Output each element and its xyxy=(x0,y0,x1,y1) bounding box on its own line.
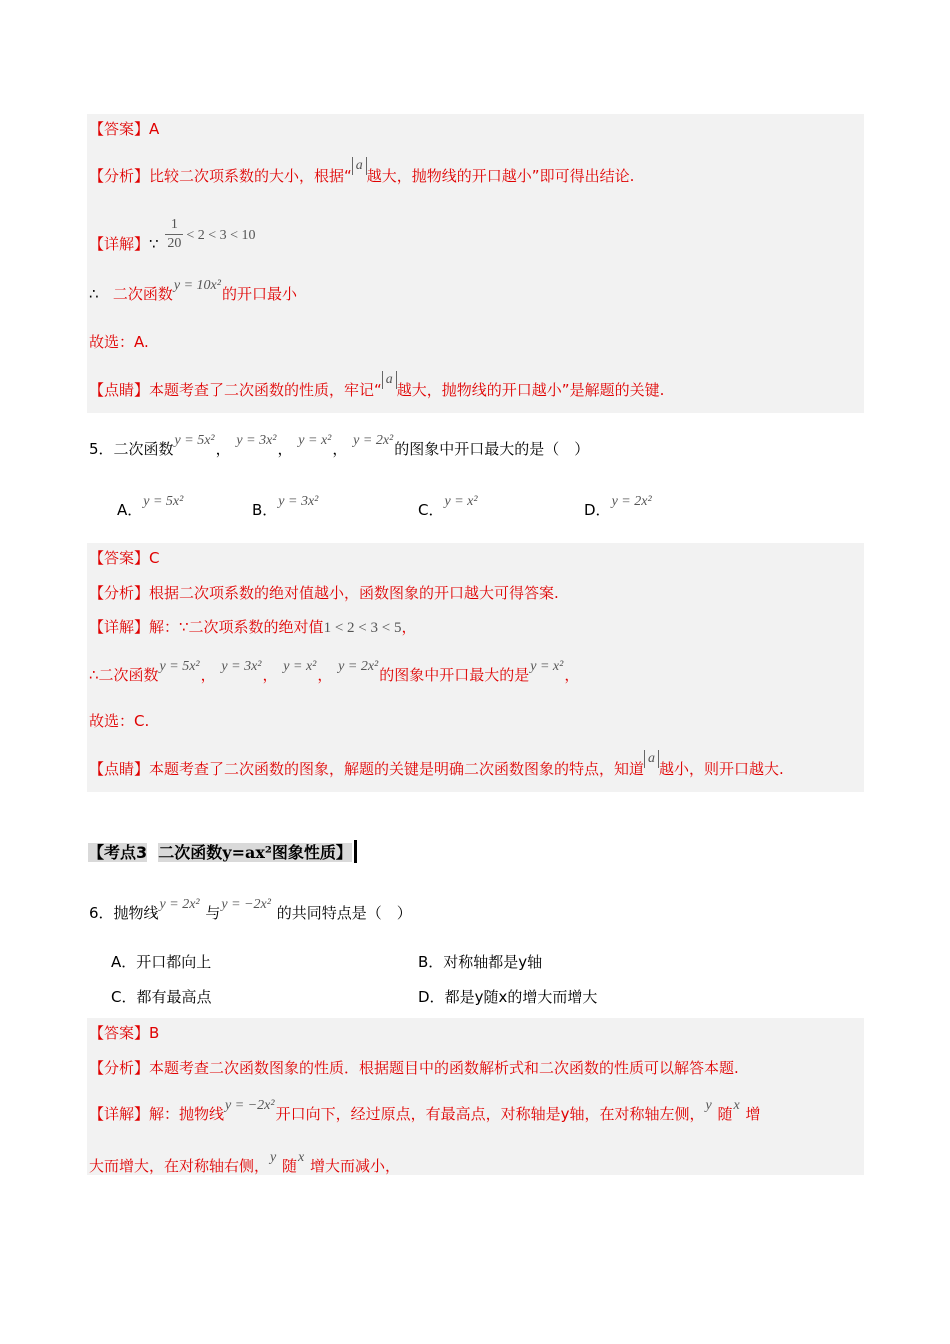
q4-analysis-line: 【分析】比较二次项系数的大小，根据“a越大，抛物线的开口越小”即可得出结论. xyxy=(89,158,635,185)
q5-analysis-line: 【分析】根据二次项系数的绝对值越小，函数图象的开口越大可得答案. xyxy=(89,584,559,602)
q5-therefore-line: ∴二次函数y = 5x²， y = 3x²， y = x²， y = 2x²的图象中开口最大的是y = x²， xyxy=(89,659,580,684)
q6-option-b[interactable]: B．对称轴都是y轴 xyxy=(418,953,543,971)
q5-option-b[interactable]: B．y = 3x² xyxy=(252,494,319,519)
q4-comment-line: 【点睛】本题考查了二次函数的性质，牢记“a越大，抛物线的开口越小”是解题的关键. xyxy=(89,372,665,399)
q6-detail-line-2: 大而增大，在对称轴右侧，y 随x 增大而减小， xyxy=(89,1150,401,1175)
q5-choose-line: 故选：C. xyxy=(89,712,150,730)
abs-a-symbol: a xyxy=(644,750,659,768)
q5-option-c[interactable]: C．y = x² xyxy=(418,494,478,519)
q5-option-a[interactable]: A．y = 5x² xyxy=(117,494,184,519)
q4-conclusion-line: ∴ 二次函数y = 10x²的开口最小 xyxy=(89,278,297,303)
q6-answer-line: 【答案】B xyxy=(89,1024,160,1042)
section-heading: 【考点3 二次函数y=ax²图象性质】 xyxy=(88,840,357,863)
q6-option-c[interactable]: C．都有最高点 xyxy=(111,988,212,1006)
q5-comment-line: 【点睛】本题考查了二次函数的图象，解题的关键是明确二次函数图象的特点，知道a越小，则开口越大. xyxy=(89,751,784,778)
q6-solution-box xyxy=(87,1018,864,1175)
q4-detail-line: 【详解】∵ $\frac{1}{20}$ < 2 < 3 < 10 xyxy=(89,217,256,253)
q4-answer-line: 【答案】A xyxy=(89,120,160,138)
q6-stem: 6．抛物线y = 2x² 与y = −2x² 的共同特点是（ ） xyxy=(89,897,412,922)
q5-answer-line: 【答案】C xyxy=(89,549,160,567)
q5-option-d[interactable]: D．y = 2x² xyxy=(584,494,652,519)
q5-detail-line: 【详解】解：∵二次项系数的绝对值1 < 2 < 3 < 5， xyxy=(89,618,417,636)
abs-a-symbol: a xyxy=(352,157,367,175)
q5-stem: 5．二次函数y = 5x²， y = 3x²， y = x²， y = 2x²的图象中开口最大的是（ ） xyxy=(89,433,590,458)
q6-detail-line: 【详解】解：抛物线y = −2x²开口向下，经过原点，有最高点，对称轴是y轴，在对称轴左侧，y 随x 增 xyxy=(89,1098,761,1123)
fraction-1-20: $\frac{1}{20}$ xyxy=(167,217,182,251)
q6-option-a[interactable]: A．开口都向上 xyxy=(111,953,212,971)
q6-analysis-line: 【分析】本题考查二次函数图象的性质．根据题目中的函数解析式和二次函数的性质可以解答本题. xyxy=(89,1059,739,1077)
q4-choose-line: 故选：A. xyxy=(89,333,149,351)
abs-a-symbol: a xyxy=(382,371,397,389)
q6-option-d[interactable]: D．都是y随x的增大而增大 xyxy=(418,988,598,1006)
q4-solution-box xyxy=(87,114,864,413)
